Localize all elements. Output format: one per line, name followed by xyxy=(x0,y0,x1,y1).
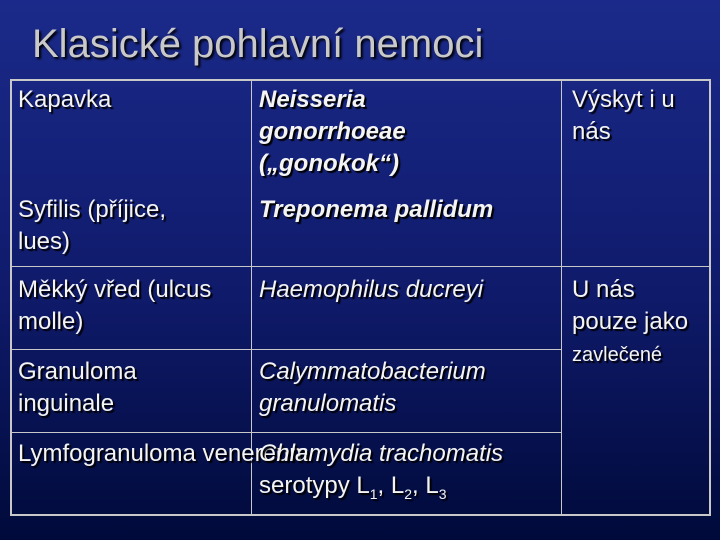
disease-cell: Lymfogranuloma venereum xyxy=(18,440,310,467)
column-divider-2 xyxy=(561,79,562,516)
pathogen-cell: Calymmatobacterium granulomatis xyxy=(259,358,486,417)
disease-cell: Měkký vřed (ulcus molle) xyxy=(18,276,212,335)
occurrence-here: Výskyt i u nás xyxy=(572,86,675,145)
table-border-bottom xyxy=(10,514,711,516)
serotype-sub-1: 1 xyxy=(369,485,378,502)
row-divider-2 xyxy=(10,349,562,350)
occurrence-imported xyxy=(572,274,702,371)
serotype-sep-2: , L xyxy=(412,472,439,499)
pathogen-name: Chlamydia trachomatis xyxy=(259,440,504,467)
pathogen-cell xyxy=(259,438,559,502)
serotype-sub-3: 3 xyxy=(438,485,447,502)
table-border-right xyxy=(709,79,711,516)
row-divider-3 xyxy=(10,432,562,433)
row-divider-1 xyxy=(10,266,711,267)
serotype-sep-1: , L xyxy=(377,472,405,499)
table-border-top xyxy=(10,79,711,81)
disease-cell: Granuloma inguinale xyxy=(18,358,137,417)
disease-cell: Syfilis (příjice, lues) xyxy=(18,196,167,255)
disease-cell: Kapavka xyxy=(18,86,112,113)
occurrence-imported-small: zavlečené xyxy=(572,344,663,366)
pathogen-cell: Treponema pallidum xyxy=(259,196,494,223)
pathogen-cell: Neisseria gonorrhoeae („gonokok“) xyxy=(259,86,406,177)
serotype-sub-2: 2 xyxy=(404,485,412,502)
pathogen-cell: Haemophilus ducreyi xyxy=(259,276,484,303)
table-border-left xyxy=(10,79,12,516)
slide-title: Klasické pohlavní nemoci xyxy=(32,22,484,66)
serotype-prefix: serotypy L xyxy=(259,472,370,499)
occurrence-imported-main: U nás pouze jako xyxy=(572,276,689,335)
